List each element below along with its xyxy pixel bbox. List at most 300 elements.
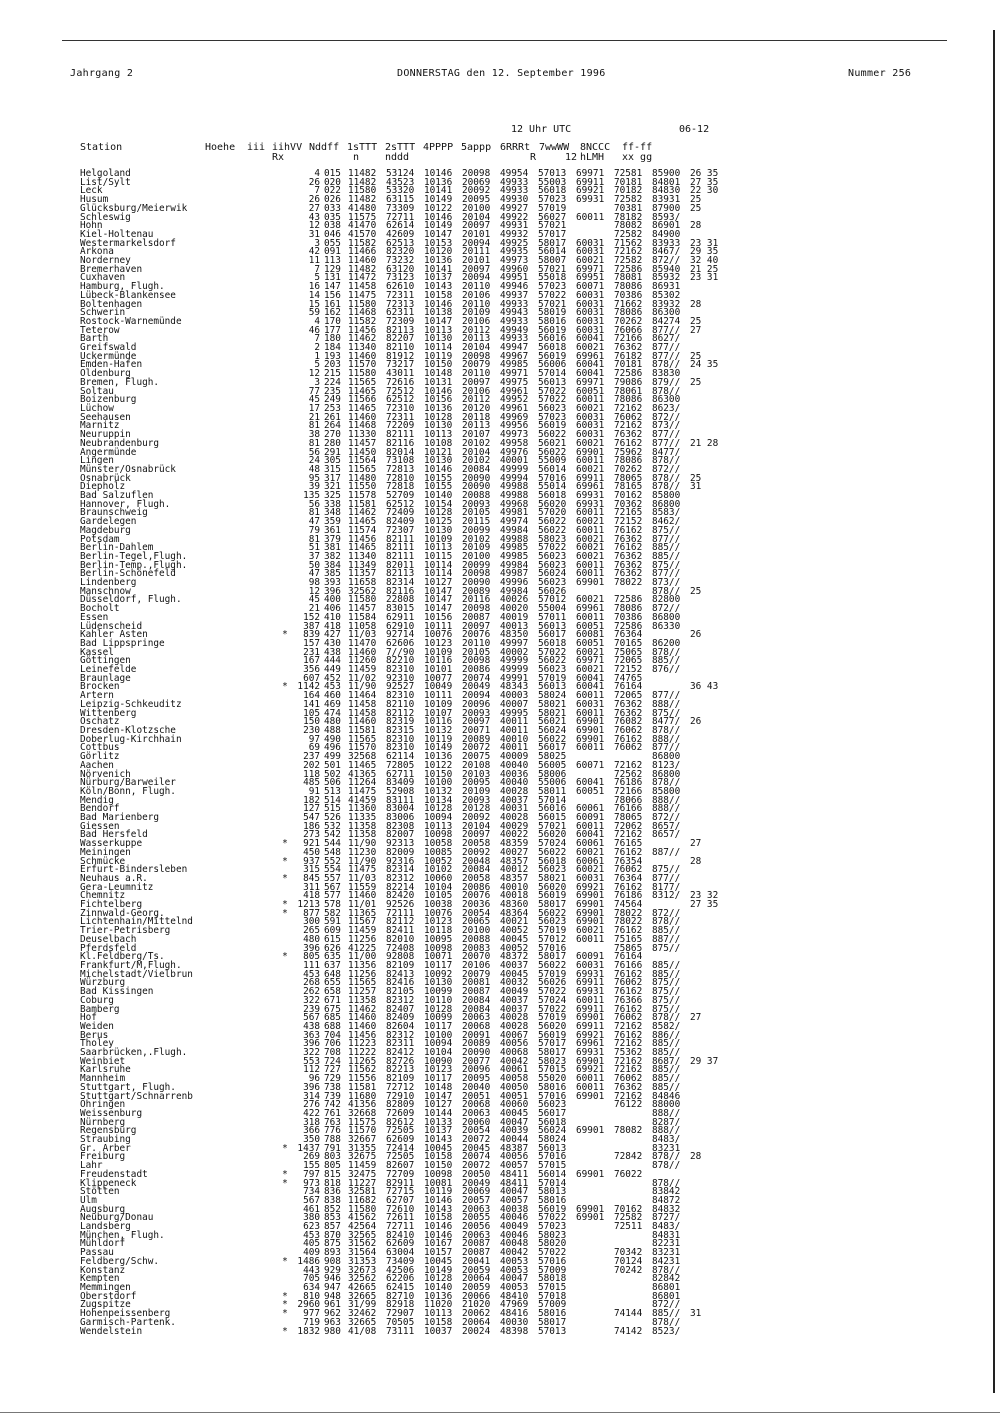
group-5appp: 56020 xyxy=(538,881,567,893)
group-gusts xyxy=(690,657,720,666)
group-gusts xyxy=(690,1023,720,1032)
station-height: 921 xyxy=(303,838,320,850)
station-index: 729 xyxy=(324,1073,341,1085)
group-nddff: 62609 xyxy=(386,1134,415,1146)
group-gusts: 26 xyxy=(690,716,702,728)
station-name: Uckermünde xyxy=(80,350,137,362)
group-8nccc: 8462/ xyxy=(652,516,681,528)
group-nddff: 82009 xyxy=(386,846,415,858)
group-gusts xyxy=(690,988,720,997)
group-5appp: 57022 xyxy=(538,1212,567,1224)
group-5appp: 56018 xyxy=(538,637,567,649)
group-8nccc: 84274 xyxy=(652,315,681,327)
group-2sttt: 20100 xyxy=(462,202,491,214)
station-height: 45 xyxy=(308,594,320,606)
height-marker xyxy=(278,1032,292,1041)
height-marker xyxy=(278,692,292,701)
group-6rrrt: 69911 xyxy=(576,472,605,484)
station-name: Oberstdorf xyxy=(80,1290,137,1302)
group-2sttt: 20051 xyxy=(462,1090,491,1102)
group-4pppp: 49967 xyxy=(500,350,529,362)
group-6rrrt: 60021 xyxy=(576,255,605,267)
group-7wwww: 76362 xyxy=(614,550,643,562)
group-1sttt: 10158 xyxy=(424,1212,453,1224)
group-1sttt: 10037 xyxy=(424,1325,453,1337)
group-4pppp: 49985 xyxy=(500,359,529,371)
group-5appp: 56022 xyxy=(538,524,567,536)
group-gusts xyxy=(690,814,720,823)
station-name: Leck xyxy=(80,185,103,197)
group-nddff: 83409 xyxy=(386,777,415,789)
group-2sttt: 20095 xyxy=(462,1073,491,1085)
group-7wwww: 76164 xyxy=(614,951,643,963)
group-4pppp: 40057 xyxy=(500,1194,529,1206)
group-4pppp: 40067 xyxy=(500,1029,529,1041)
group-ihvv: 11550 xyxy=(348,481,377,493)
group-2sttt: 20098 xyxy=(462,603,491,615)
group-7wwww: 70162 xyxy=(614,1203,643,1215)
group-ihvv: 11450 xyxy=(348,446,377,458)
group-8nccc: 885// xyxy=(652,959,681,971)
group-4pppp: 49999 xyxy=(500,463,529,475)
station-height: 485 xyxy=(303,777,320,789)
group-8nccc: 878// xyxy=(652,1012,681,1024)
station-height: 450 xyxy=(303,846,320,858)
group-4pppp: 40019 xyxy=(500,611,529,623)
group-8nccc: 8483/ xyxy=(652,1134,681,1146)
station-height: 81 xyxy=(308,437,320,449)
station-index: 542 xyxy=(324,829,341,841)
group-4pppp: 48410 xyxy=(500,1290,529,1302)
station-height: 91 xyxy=(308,785,320,797)
station-height: 387 xyxy=(303,620,320,632)
height-marker xyxy=(278,1267,292,1276)
group-4pppp: 49933 xyxy=(500,315,529,327)
group-2sttt: 20068 xyxy=(462,1020,491,1032)
station-height: 405 xyxy=(303,1238,320,1250)
group-7wwww: 72562 xyxy=(614,768,643,780)
group-ihvv: 41225 xyxy=(348,942,377,954)
group-5appp: 56016 xyxy=(538,333,567,345)
column-header-ihvv: iihVV xyxy=(272,142,303,153)
station-height: 5 xyxy=(314,272,320,284)
station-height: 805 xyxy=(303,951,320,963)
station-name: Osnabrück xyxy=(80,472,131,484)
group-nddff: 82612 xyxy=(386,1116,415,1128)
group-5appp: 55009 xyxy=(538,455,567,467)
group-5appp: 58007 xyxy=(538,255,567,267)
height-marker: * xyxy=(282,907,288,919)
group-7wwww: 76162 xyxy=(614,437,643,449)
group-ihvv: 11582 xyxy=(348,315,377,327)
group-gusts xyxy=(690,335,720,344)
station-index: 961 xyxy=(324,1299,341,1311)
group-8nccc: 8657/ xyxy=(652,820,681,832)
group-6rrrt xyxy=(576,1136,614,1145)
group-8nccc: 879// xyxy=(652,376,681,388)
group-7wwww: 76162 xyxy=(614,881,643,893)
group-nddff: 82105 xyxy=(386,986,415,998)
station-index: 544 xyxy=(324,838,341,850)
group-7wwww: 72152 xyxy=(614,516,643,528)
group-5appp: 56022 xyxy=(538,959,567,971)
group-8nccc: 885// xyxy=(652,1308,681,1320)
station-name: Brocken xyxy=(80,681,120,693)
column-header-cloud: 8NCCC xyxy=(580,142,611,153)
station-index: 963 xyxy=(324,1316,341,1328)
group-nddff: 82314 xyxy=(386,864,415,876)
station-index: 791 xyxy=(324,1142,341,1154)
group-1sttt: 10146 xyxy=(424,385,453,397)
group-2sttt: 20024 xyxy=(462,1325,491,1337)
group-8nccc: 877// xyxy=(652,324,681,336)
group-ihvv: 31/99 xyxy=(348,1299,377,1311)
group-4pppp: 49991 xyxy=(500,672,529,684)
station-index: 853 xyxy=(324,1212,341,1224)
station-height: 318 xyxy=(303,1116,320,1128)
group-ihvv: 11566 xyxy=(348,394,377,406)
group-5appp: 56013 xyxy=(538,620,567,632)
group-4pppp: 40003 xyxy=(500,690,529,702)
height-marker xyxy=(278,884,292,893)
group-6rrrt xyxy=(576,1258,614,1267)
group-nddff: 62911 xyxy=(386,611,415,623)
group-1sttt: 10101 xyxy=(424,664,453,676)
group-2sttt: 20091 xyxy=(462,1029,491,1041)
group-ihvv: 11580 xyxy=(348,368,377,380)
station-index: 577 xyxy=(324,890,341,902)
group-1sttt: 10130 xyxy=(424,524,453,536)
station-height: 21 xyxy=(308,603,320,615)
group-2sttt: 20098 xyxy=(462,350,491,362)
group-gusts xyxy=(690,1249,720,1258)
height-marker xyxy=(278,570,292,579)
group-6rrrt xyxy=(576,1145,614,1154)
station-index: 727 xyxy=(324,1064,341,1076)
group-5appp: 57022 xyxy=(538,289,567,301)
group-2sttt: 20090 xyxy=(462,1047,491,1059)
group-4pppp: 48416 xyxy=(500,1308,529,1320)
group-1sttt: 10136 xyxy=(424,1290,453,1302)
group-1sttt: 10144 xyxy=(424,1107,453,1119)
group-ihvv: 11570 xyxy=(348,742,377,754)
group-nddff: 62114 xyxy=(386,751,415,763)
group-nddff: 72805 xyxy=(386,759,415,771)
group-6rrrt: 69971 xyxy=(576,168,605,179)
group-8nccc: 83931 xyxy=(652,194,681,206)
station-name: Aachen xyxy=(80,759,114,771)
group-4pppp: 40053 xyxy=(500,1264,529,1276)
group-nddff: 82413 xyxy=(386,968,415,980)
group-gusts: 31 xyxy=(690,1308,702,1320)
station-index: 264 xyxy=(324,420,341,432)
group-1sttt: 10052 xyxy=(424,855,453,867)
group-gusts xyxy=(690,910,720,919)
group-5appp: 58016 xyxy=(538,1081,567,1093)
group-nddff: 82112 xyxy=(386,707,415,719)
station-name: Neuburg/Donau xyxy=(80,1212,154,1224)
group-nddff: 82111 xyxy=(386,550,415,562)
group-nddff: 42506 xyxy=(386,1264,415,1276)
group-7wwww: 72162 xyxy=(614,829,643,841)
station-index: 490 xyxy=(324,733,341,745)
group-4pppp: 40027 xyxy=(500,846,529,858)
group-7wwww: 78065 xyxy=(614,472,643,484)
station-index: 162 xyxy=(324,307,341,319)
group-nddff: 82111 xyxy=(386,429,415,441)
group-5appp: 58024 xyxy=(538,690,567,702)
station-height: 350 xyxy=(303,1134,320,1146)
height-marker xyxy=(278,988,292,997)
group-nddff: 82010 xyxy=(386,933,415,945)
group-nddff: 82116 xyxy=(386,437,415,449)
group-2sttt: 20102 xyxy=(462,455,491,467)
station-name: Soltau xyxy=(80,385,114,397)
station-index: 836 xyxy=(324,1186,341,1198)
group-ihvv: 32568 xyxy=(348,751,377,763)
group-gusts xyxy=(690,414,720,423)
group-nddff: 73217 xyxy=(386,359,415,371)
group-6rrrt: 60091 xyxy=(576,951,605,963)
group-8nccc: 872// xyxy=(652,1299,681,1311)
station-name: Frankfurt/M,Flugh. xyxy=(80,959,182,971)
station-height: 97 xyxy=(308,733,320,745)
group-6rrrt: 60051 xyxy=(576,385,605,397)
station-height: 59 xyxy=(308,307,320,319)
group-6rrrt: 60031 xyxy=(576,324,605,336)
group-7wwww: 76062 xyxy=(614,725,643,736)
group-8nccc: 888// xyxy=(652,1107,681,1119)
time-range: 06-12 xyxy=(679,124,710,135)
station-index: 224 xyxy=(324,376,341,388)
group-4pppp: 49949 xyxy=(500,324,529,336)
group-nddff: 82011 xyxy=(386,559,415,571)
group-5appp: 56013 xyxy=(538,681,567,693)
group-nddff: 92313 xyxy=(386,838,415,850)
group-8nccc: 877// xyxy=(652,429,681,441)
group-1sttt: 10060 xyxy=(424,872,453,884)
group-6rrrt: 60031 xyxy=(576,246,605,258)
group-gusts xyxy=(690,788,720,797)
group-8nccc: 878// xyxy=(652,1264,681,1276)
station-name: Hohn xyxy=(80,220,103,232)
group-ihvv: 11475 xyxy=(348,864,377,876)
group-2sttt: 20098 xyxy=(462,655,491,667)
height-marker: * xyxy=(282,1308,288,1320)
group-1sttt: 10147 xyxy=(424,585,453,597)
group-nddff: 82213 xyxy=(386,1064,415,1076)
group-6rrrt: 60061 xyxy=(576,803,605,815)
group-5appp: 57023 xyxy=(538,281,567,293)
station-index: 177 xyxy=(324,324,341,336)
height-marker: * xyxy=(282,1299,288,1311)
height-marker xyxy=(278,414,292,423)
height-marker xyxy=(278,335,292,344)
group-1sttt: 10146 xyxy=(424,1194,453,1206)
station-index: 875 xyxy=(324,1238,341,1250)
column-header-station: Station xyxy=(80,142,123,153)
group-5appp: 56018 xyxy=(538,1116,567,1128)
height-marker xyxy=(278,553,292,562)
group-ihvv: 41562 xyxy=(348,1212,377,1224)
group-2sttt: 20059 xyxy=(462,1282,491,1293)
group-6rrrt: 60011 xyxy=(576,1073,605,1085)
station-height: 135 xyxy=(303,490,320,502)
station-index: 280 xyxy=(324,437,341,449)
height-marker xyxy=(278,1188,292,1197)
station-height: 21 xyxy=(308,411,320,423)
group-2sttt: 20092 xyxy=(462,185,491,197)
station-name: Stuttgart/Schnarrenb xyxy=(80,1090,193,1102)
station-name: Hamburg, Flugh. xyxy=(80,281,165,293)
group-5appp: 58018 xyxy=(538,1273,567,1285)
station-height: 311 xyxy=(303,881,320,893)
group-6rrrt xyxy=(576,1275,614,1284)
station-name: Arkona xyxy=(80,246,114,258)
group-4pppp: 48372 xyxy=(500,951,529,963)
group-4pppp: 49958 xyxy=(500,437,529,449)
station-name: Bad Kissingen xyxy=(80,986,154,998)
station-height: 268 xyxy=(303,977,320,989)
group-4pppp: 40044 xyxy=(500,1134,529,1146)
group-7wwww: 70342 xyxy=(614,1247,643,1259)
group-2sttt: 20092 xyxy=(462,846,491,858)
station-name: Lingen xyxy=(80,455,114,467)
group-2sttt: 20090 xyxy=(462,577,491,589)
group-8nccc: 8287/ xyxy=(652,1116,681,1128)
group-1sttt: 10130 xyxy=(424,977,453,989)
group-4pppp: 49933 xyxy=(500,185,529,197)
station-name: Memmingen xyxy=(80,1282,131,1293)
group-5appp: 56020 xyxy=(538,1020,567,1032)
group-gusts: 22 30 xyxy=(690,185,719,197)
group-gusts xyxy=(690,953,720,962)
group-6rrrt: 60011 xyxy=(576,1081,605,1093)
group-4pppp: 49984 xyxy=(500,559,529,571)
group-8nccc: 887// xyxy=(652,846,681,858)
height-marker xyxy=(278,718,292,727)
group-1sttt: 10143 xyxy=(424,1203,453,1215)
column-header-weather: 7wwWW xyxy=(539,142,570,153)
group-1sttt: 10114 xyxy=(424,342,453,354)
group-6rrrt: 69901 xyxy=(576,890,605,902)
group-4pppp: 40031 xyxy=(500,803,529,815)
group-ihvv: 41470 xyxy=(348,220,377,232)
group-gusts xyxy=(690,692,720,701)
group-4pppp: 40049 xyxy=(500,986,529,998)
group-gusts: 28 xyxy=(690,855,702,867)
group-8nccc: 877// xyxy=(652,872,681,884)
group-ihvv: 11460 xyxy=(348,716,377,728)
group-6rrrt: 60031 xyxy=(576,315,605,327)
group-1sttt: 10117 xyxy=(424,1073,453,1085)
group-ihvv: 11468 xyxy=(348,307,377,319)
group-1sttt: 10136 xyxy=(424,751,453,763)
group-8nccc: 872// xyxy=(652,812,681,824)
group-gusts xyxy=(690,1171,720,1180)
station-index: 929 xyxy=(324,1264,341,1276)
group-7wwww: 76364 xyxy=(614,872,643,884)
group-4pppp: 49961 xyxy=(500,402,529,414)
group-gusts xyxy=(690,823,720,832)
group-gusts xyxy=(690,1162,720,1171)
group-nddff: 53320 xyxy=(386,185,415,197)
group-2sttt: 20087 xyxy=(462,1238,491,1250)
station-index: 739 xyxy=(324,1090,341,1102)
group-gusts xyxy=(690,997,720,1006)
station-name: Neuhaus a.R. xyxy=(80,872,148,884)
group-gusts xyxy=(690,509,720,518)
column-subheader-12: 12 xyxy=(565,152,578,163)
group-2sttt: 20128 xyxy=(462,803,491,815)
station-name: Cuxhaven xyxy=(80,272,126,284)
station-name: Ulm xyxy=(80,1194,97,1206)
height-marker xyxy=(278,483,292,492)
group-ihvv: 11356 xyxy=(348,959,377,971)
group-gusts: 28 xyxy=(690,298,702,310)
group-ihvv: 11458 xyxy=(348,698,377,710)
group-nddff: 82310 xyxy=(386,733,415,745)
station-index: 870 xyxy=(324,1229,341,1241)
group-8nccc: 86931 xyxy=(652,281,681,293)
group-8nccc: 8523/ xyxy=(652,1325,681,1337)
group-ihvv: 42564 xyxy=(348,1221,377,1233)
group-2sttt: 20090 xyxy=(462,481,491,493)
group-7wwww: 76022 xyxy=(614,1168,643,1180)
group-5appp: 58025 xyxy=(538,751,567,763)
group-ihvv: 11581 xyxy=(348,498,377,510)
station-index: 506 xyxy=(324,777,341,789)
height-marker xyxy=(278,1119,292,1128)
group-6rrrt: 69901 xyxy=(576,716,605,728)
group-7wwww: 72062 xyxy=(614,820,643,832)
group-6rrrt: 60021 xyxy=(576,542,605,554)
group-6rrrt: 60041 xyxy=(576,829,605,841)
group-6rrrt: 69901 xyxy=(576,1090,605,1102)
group-2sttt: 20099 xyxy=(462,524,491,536)
station-name: Zinnwald-Georg. xyxy=(80,907,165,919)
group-nddff: 82314 xyxy=(386,577,415,589)
group-ihvv: 31562 xyxy=(348,1238,377,1250)
group-6rrrt: 69901 xyxy=(576,725,605,736)
group-2sttt: 20049 xyxy=(462,1177,491,1189)
group-8nccc: 877// xyxy=(652,690,681,702)
station-name: Fichtelberg xyxy=(80,899,143,911)
station-name: Bad Hersfeld xyxy=(80,829,148,841)
group-5appp: 56026 xyxy=(538,585,567,597)
group-5appp: 57017 xyxy=(538,228,567,240)
group-nddff: 72810 xyxy=(386,472,415,484)
group-1sttt: 10092 xyxy=(424,968,453,980)
group-gusts: 23 32 xyxy=(690,890,719,902)
group-gusts xyxy=(690,1258,720,1267)
group-7wwww: 78022 xyxy=(614,907,643,919)
group-6rrrt: 60021 xyxy=(576,646,605,658)
group-1sttt: 10136 xyxy=(424,255,453,267)
station-name: Weissenburg xyxy=(80,1107,143,1119)
group-1sttt: 10111 xyxy=(424,690,453,702)
station-name: Wasserkuppe xyxy=(80,838,143,850)
group-ihvv: 11340 xyxy=(348,342,377,354)
group-gusts: 23 31 xyxy=(690,237,719,249)
group-4pppp: 40010 xyxy=(500,733,529,745)
group-1sttt: 10109 xyxy=(424,698,453,710)
group-5appp: 56013 xyxy=(538,1142,567,1154)
group-ihvv: 11570 xyxy=(348,359,377,371)
height-marker xyxy=(278,248,292,257)
group-7wwww: 72162 xyxy=(614,402,643,414)
group-6rrrt: 69911 xyxy=(576,977,605,989)
